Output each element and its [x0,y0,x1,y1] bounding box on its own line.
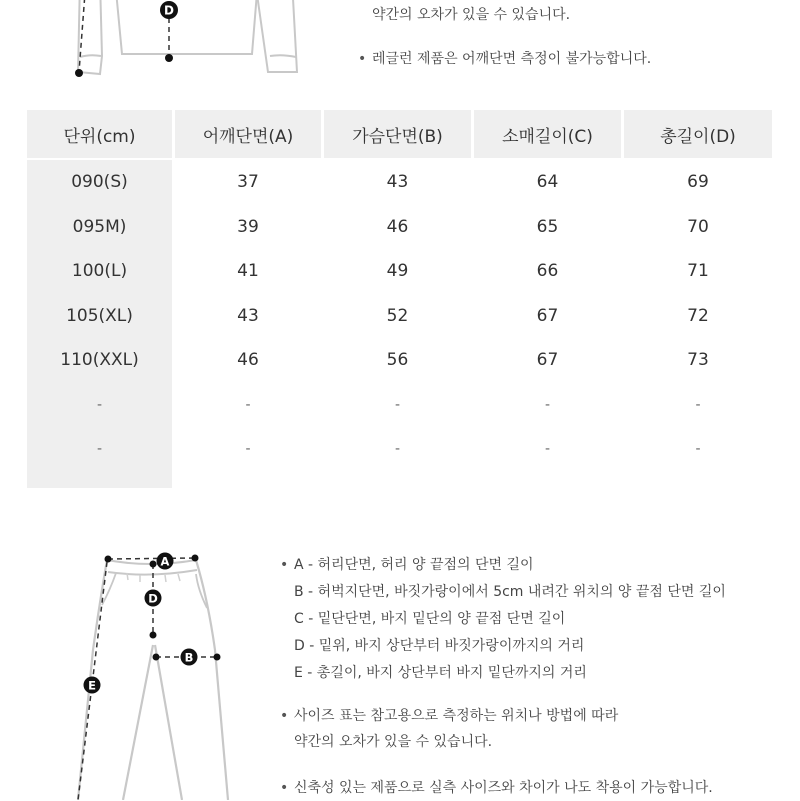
table-row [27,205,773,250]
total-length-value: 71 [687,261,709,282]
header-shoulder: 어깨단면(A) [175,110,321,158]
measurement-error-note-continuation: 약간의 오차가 있을 수 있습니다. [372,7,571,23]
chest-value: 43 [386,172,409,193]
bullet: • [280,708,289,724]
total-length-value: 73 [687,350,709,371]
shoulder-value: 39 [237,216,259,237]
bullet: • [358,51,367,67]
sleeve-end-point-icon [75,69,83,77]
marker-e-icon [84,677,101,694]
definition-d: D - 밑위, 바지 상단부터 바짓가랑이까지의 거리 [294,638,585,654]
chest-value: - [394,396,401,413]
marker-a-icon [157,553,174,570]
shoulder-value: - [245,396,251,413]
header-total-length: 총길이(D) [624,110,772,158]
table-body [27,160,773,472]
definition-e: E - 총길이, 바지 상단부터 바지 밑단까지의 거리 [294,665,587,681]
raglan-note [358,48,651,70]
sleeve-value: 65 [536,216,559,237]
bullet: • [280,780,289,796]
header-sleeve: 소매길이(C) [474,110,621,158]
size-label: - [96,441,103,458]
definition-a [280,552,726,579]
chest-value: 49 [386,261,409,282]
size-note-line1: 사이즈 표는 참고용으로 측정하는 위치나 방법에 따라 [294,708,619,724]
total-length-value: 69 [687,172,709,193]
size-label: - [96,396,103,413]
table-row-empty [27,427,773,472]
size-label: 090(S) [71,172,128,193]
sleeve-value: 67 [536,305,559,326]
chest-value: 46 [386,216,409,237]
shoulder-value: - [245,441,251,458]
sleeve-value: 66 [536,261,559,282]
stretch-note-text: 신축성 있는 제품으로 실측 사이즈와 차이가 나도 착용이 가능합니다. [294,780,713,796]
table-row [27,160,773,205]
svg-text:A: A [160,554,170,569]
marker-d-icon [145,590,162,607]
size-note [280,703,713,729]
pants-measurement-diagram [60,540,280,800]
marker-b-icon [181,649,198,666]
sleeve-value: - [544,396,551,413]
shoulder-value: 41 [237,261,259,282]
shoulder-value: 37 [237,172,259,193]
definition-a-text: A - 허리단면, 허리 양 끝점의 단면 길이 [294,557,534,573]
definition-c: C - 밑단단면, 바지 밑단의 양 끝점 단면 길이 [294,611,566,627]
pants-size-notes [280,703,713,801]
total-length-value: - [695,441,701,458]
table-header-row [27,110,773,158]
sleeve-value: 64 [536,172,559,193]
shirt-measurement-diagram [60,0,320,80]
sleeve-value: 67 [536,350,559,371]
raglan-note-text: 레글런 제품은 어깨단면 측정이 불가능합니다. [372,51,652,67]
shoulder-value: 43 [237,305,259,326]
pants-measurement-definitions [280,552,726,687]
svg-text:D: D [164,3,174,18]
marker-d-icon [160,1,178,19]
chest-value: - [394,441,401,458]
header-chest: 가슴단면(B) [324,110,471,158]
table-row [27,249,773,294]
size-table [27,110,773,472]
chest-value: 52 [386,305,409,326]
chest-value: 56 [386,350,409,371]
table-row-empty [27,383,773,428]
sleeve-value: - [544,441,551,458]
table-row [27,338,773,383]
size-label: 110(XXL) [60,350,139,371]
size-label: 095M) [72,216,127,237]
size-label: 100(L) [71,261,128,282]
svg-text:D: D [148,591,158,606]
header-unit: 단위(cm) [27,110,172,158]
bullet: • [280,557,289,573]
svg-text:B: B [184,650,194,665]
table-row [27,294,773,339]
svg-text:E: E [88,678,96,693]
definition-b: B - 허벅지단면, 바짓가랑이에서 5cm 내려간 위치의 양 끝점 단면 길이 [294,584,726,600]
size-note-line2: 약간의 오차가 있을 수 있습니다. [294,734,493,750]
total-length-value: - [695,396,701,413]
size-label: 105(XL) [66,305,133,326]
total-length-value: 72 [687,305,709,326]
stretch-note [280,775,713,801]
total-length-value: 70 [687,216,709,237]
shoulder-value: 46 [237,350,259,371]
